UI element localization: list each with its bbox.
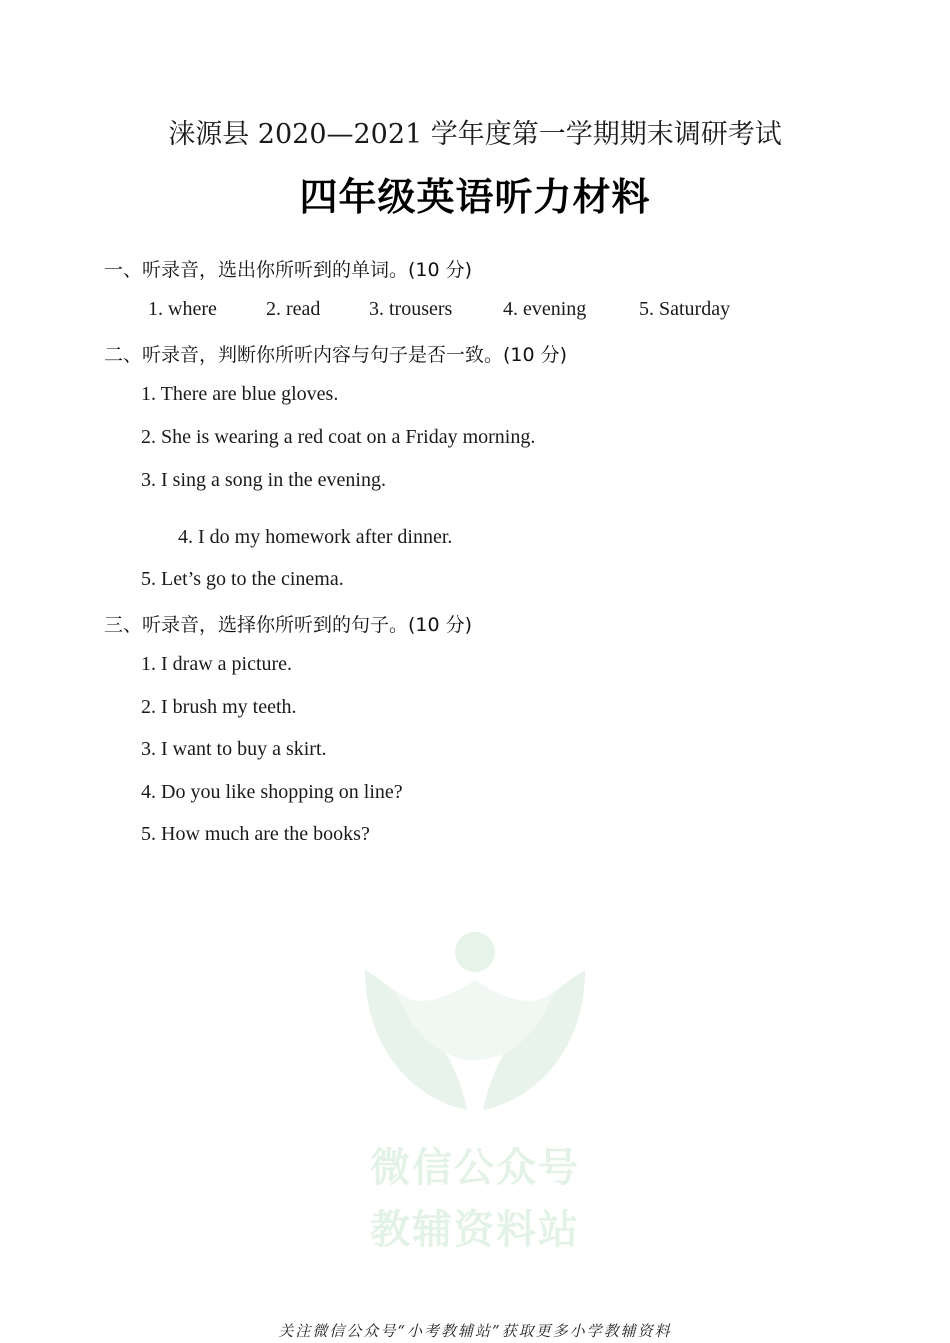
section-3-item: 3. I want to buy a skirt. [141, 738, 327, 760]
section-2-heading: 二、听录音，判断你所听内容与句子是否一致。(10 分) [104, 344, 568, 366]
section-1-item: 1. where [148, 298, 217, 320]
section-3-item: 2. I brush my teeth. [141, 696, 297, 718]
section-1-item: 2. read [266, 298, 321, 320]
watermark-line-1: 微信公众号 [370, 1145, 580, 1191]
page-title: 四年级英语听力材料 [299, 175, 651, 219]
section-2-item: 5. Let’s go to the cinema. [141, 568, 344, 590]
watermark-line-2: 教辅资料站 [370, 1207, 580, 1253]
section-3-item: 1. I draw a picture. [141, 653, 293, 675]
section-2-item: 1. There are blue gloves. [141, 383, 339, 405]
section-3-heading: 三、听录音，选择你所听到的句子。(10 分) [104, 614, 473, 636]
section-3-item: 5. How much are the books? [141, 823, 370, 845]
section-1-heading: 一、听录音，选出你所听到的单词。(10 分) [104, 259, 473, 281]
footer-note: 关注微信公众号“小考教辅站”获取更多小学教辅资料 [278, 1322, 672, 1340]
section-2-item: 3. I sing a song in the evening. [141, 469, 386, 491]
section-3-item: 4. Do you like shopping on line? [141, 781, 403, 803]
section-1-item: 4. evening [503, 298, 587, 320]
section-1-item: 3. trousers [369, 298, 453, 320]
exam-subtitle: 涞源县 2020—2021 学年度第一学期期末调研考试 [168, 119, 782, 150]
section-1-item: 5. Saturday [639, 298, 731, 320]
section-2-item: 4. I do my homework after dinner. [178, 526, 453, 548]
section-2-item: 2. She is wearing a red coat on a Friday morning. [141, 426, 536, 448]
